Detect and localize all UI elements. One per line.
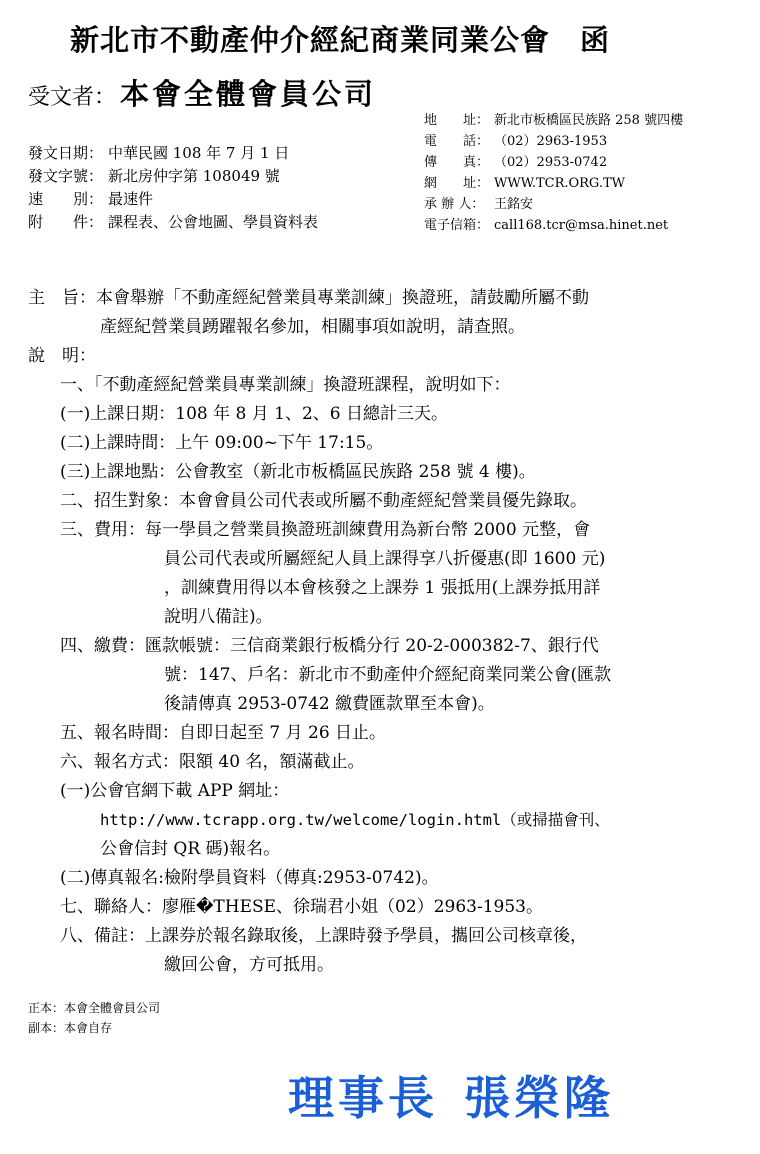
issuer-email: 電子信箱： call168.tcr@msa.hinet.net	[424, 218, 669, 233]
recipient-label: 受文者：	[28, 85, 117, 110]
subject-line: 產經紀營業員踴躍報名參加，相關事項如說明，請查照。	[100, 317, 525, 337]
issuer-phone: 電 話： （02）2963-1953	[424, 134, 608, 149]
contact-line: 七、聯絡人：廖雁�THESE、徐瑞君小姐（02）2963-1953。	[60, 897, 543, 917]
explanation-line: (三)上課地點：公會教室（新北市板橋區民族路 258 號 4 樓)。	[60, 462, 536, 482]
issue-number: 發文字號： 新北房仲字第 108049 號	[28, 167, 280, 185]
issuer-website: 網 址： WWW.TCR.ORG.TW	[424, 176, 626, 191]
explanation-line: 四、繳費：匯款帳號：三信商業銀行板橋分行 20-2-000382-7、銀行代	[60, 636, 599, 656]
explanation-line: 六、報名方式：限額 40 名，額滿截止。	[60, 752, 365, 772]
document-title: 新北市不動產仲介經紀商業同業公會 函	[70, 23, 611, 57]
explanation-line: (一)公會官網下載 APP 網址：	[60, 781, 290, 801]
explanation-line: 八、備註：上課券於報名錄取後，上課時發予學員，攜回公司核章後，	[60, 926, 587, 946]
explanation-line: 號：147、戶名：新北市不動產仲介經紀商業同業公會(匯款	[164, 665, 612, 685]
issuer-fax: 傳 真： （02）2953-0742	[424, 155, 608, 170]
explanation-line: 繳回公會，方可抵用。	[164, 955, 334, 975]
chairman-signature: 理事長 張榮隆	[288, 1071, 614, 1125]
explanation-line: 公會信封 QR 碼)報名。	[100, 839, 281, 859]
explanation-line: 員公司代表或所屬經紀人員上課得享八折優惠(即 1600 元)	[164, 549, 606, 569]
explanation-line: (一)上課日期：108 年 8 月 1、2、6 日總計三天。	[60, 404, 448, 424]
original-recipient: 正本：本會全體會員公司	[28, 1001, 161, 1015]
explanation-line: 三、費用：每一學員之營業員換證班訓練費用為新台幣 2000 元整，會	[60, 520, 591, 540]
issuer-handler: 承 辦 人： 王銘安	[424, 197, 534, 212]
copy-recipient: 副本：本會自存	[28, 1021, 113, 1035]
issue-date: 發文日期： 中華民國 108 年 7 月 1 日	[28, 144, 290, 162]
explanation-line: 說明八備註)。	[164, 607, 273, 627]
issuer-address: 地 址： 新北市板橋區民族路 258 號四樓	[424, 113, 684, 128]
attachments: 附 件： 課程表、公會地圖、學員資料表	[28, 213, 319, 231]
app-download-url: http://www.tcrapp.org.tw/welcome/login.html（或掃描會刊、	[100, 811, 610, 829]
explanation-line: 二、招生對象：本會會員公司代表或所屬不動產經紀營業員優先錄取。	[60, 491, 587, 511]
explanation-line: ，訓練費用得以本會核發之上課券 1 張抵用(上課券抵用詳	[164, 578, 601, 598]
explanation-line: 一、「不動產經紀營業員專業訓練」換證班課程，說明如下：	[60, 375, 511, 395]
recipient: 本會全體會員公司	[120, 77, 377, 111]
explanation-line: 後請傳真 2953-0742 繳費匯款單至本會)。	[164, 694, 495, 714]
delivery-speed: 速 別： 最速件	[28, 190, 154, 208]
explanation-line: (二)上課時間：上午 09:00~下午 17:15。	[60, 433, 384, 453]
explanation-line: 五、報名時間：自即日起至 7 月 26 日止。	[60, 723, 387, 743]
explanation-line: (二)傳真報名:檢附學員資料（傳真:2953-0742)。	[60, 868, 439, 888]
subject-line: 主 旨：本會舉辦「不動產經紀營業員專業訓練」換證班，請鼓勵所屬不動	[28, 288, 589, 308]
explanation-label: 說 明：	[28, 346, 96, 366]
